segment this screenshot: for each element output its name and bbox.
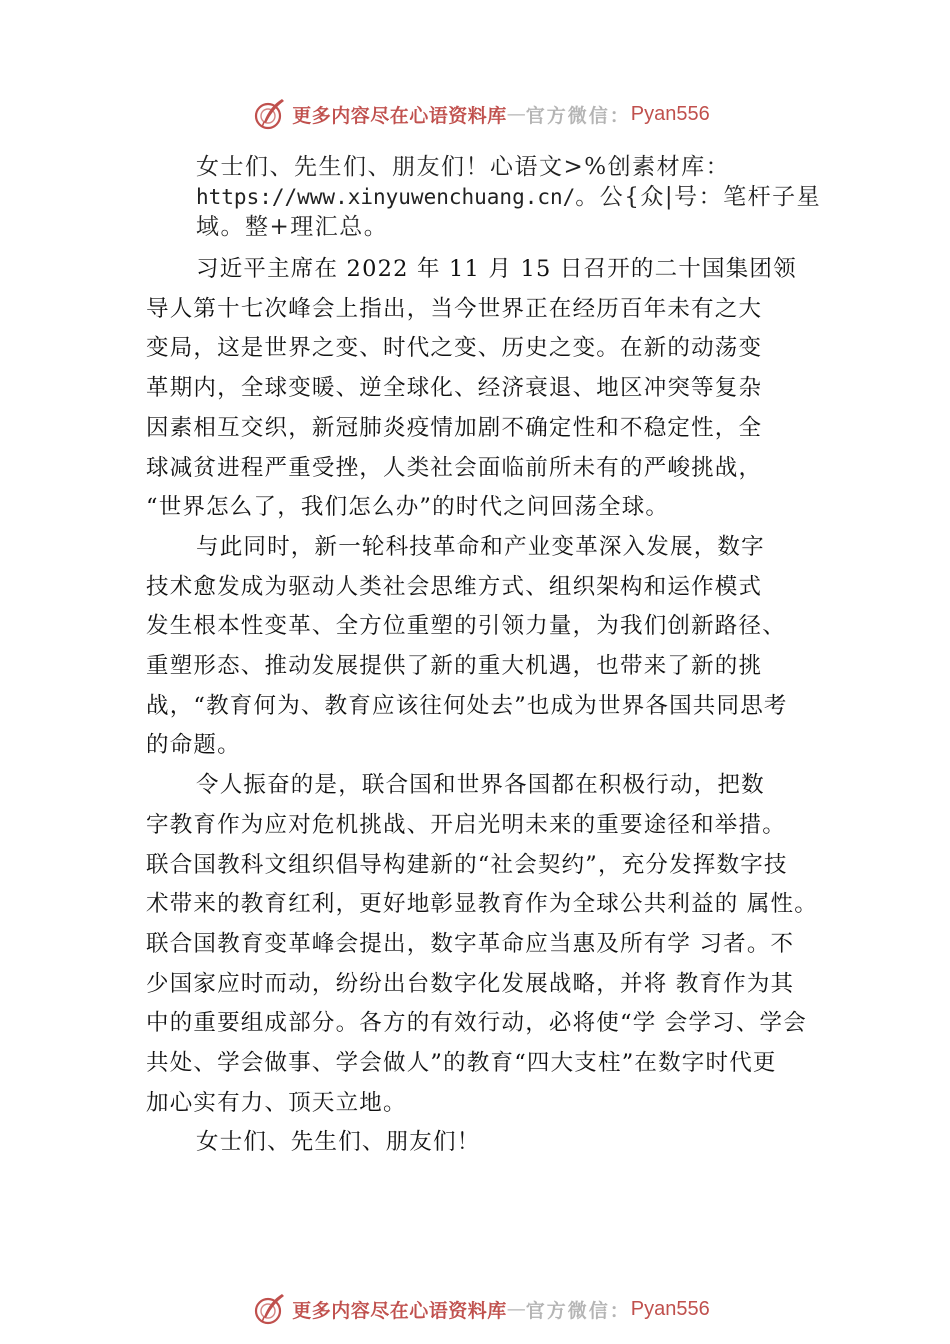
text-line: 令人振奋的是，联合国和世界各国都在积极行动，把数 <box>196 772 765 799</box>
banner-content <box>252 96 710 132</box>
text-line: 加心实有力、顶天立地。 <box>146 1089 407 1116</box>
banner-wechat-label: 官方微信： <box>525 104 631 127</box>
text-line: 术带来的教育红利，更好地彰显教育作为全球公共利益的 属性。 <box>146 891 818 918</box>
banner-separator: — <box>506 1298 526 1320</box>
paragraph-1 <box>146 250 846 528</box>
banner-title: 更多内容尽在心语资料库 <box>292 1299 507 1322</box>
text-line: 联合国教育变革峰会提出，数字革命应当惠及所有学 习者。不 <box>146 930 795 957</box>
text-line: 联合国教科文组织倡导构建新的“社会契约”，充分发挥数字技 <box>146 851 788 878</box>
document-body <box>146 250 846 1163</box>
text-line: 中的重要组成部分。各方的有效行动，必将使“学 会学习、学会 <box>146 1010 807 1037</box>
quill-logo-icon <box>252 1291 288 1327</box>
intro-block <box>196 152 846 242</box>
text-line: 少国家应时而动，纷纷出台数字化发展战略，并将 教育作为其 <box>146 970 795 997</box>
footer-banner <box>0 1289 950 1329</box>
text-line: 女士们、先生们、朋友们！ <box>196 1129 481 1156</box>
intro-line: 女士们、先生们、朋友们！心语文>%创素材库： <box>196 154 731 180</box>
quill-logo-icon <box>252 96 288 132</box>
text-line: “世界怎么了，我们怎么办”的时代之问回荡全球。 <box>146 494 670 521</box>
text-line: 变局，这是世界之变、时代之变、历史之变。在新的动荡变 <box>146 335 763 362</box>
banner-wechat-id: Pyan556 <box>630 102 710 125</box>
paragraph-2 <box>146 528 846 766</box>
banner-separator: — <box>506 103 526 125</box>
intro-url: https://www.xinyuwenchuang.cn/ <box>196 185 576 209</box>
text-line: 战，“教育何为、教育应该往何处去”也成为世界各国共同思考 <box>146 692 788 719</box>
banner-wechat-label: 官方微信： <box>525 1299 631 1322</box>
banner-content <box>252 1291 710 1327</box>
text-line: 因素相互交织，新冠肺炎疫情加剧不确定性和不稳定性，全 <box>146 414 763 441</box>
banner-wechat-id: Pyan556 <box>630 1297 710 1320</box>
text-line: 习近平主席在 2022 年 11 月 15 日召开的二十国集团领 <box>196 256 797 282</box>
text-line: 发生根本性变革、全方位重塑的引领力量，为我们创新路径、 <box>146 613 786 640</box>
intro-line-rest: 。公{众|号：笔杆子星 <box>575 184 822 210</box>
intro-line <box>196 182 846 212</box>
intro-line: 域。整+理汇总。 <box>196 214 389 240</box>
text-line: 的命题。 <box>146 732 241 759</box>
text-line: 革期内，全球变暖、逆全球化、经济衰退、地区冲突等复杂 <box>146 375 763 402</box>
paragraph-4 <box>146 1123 846 1163</box>
header-banner <box>0 94 950 134</box>
text-line: 与此同时，新一轮科技革命和产业变革深入发展，数字 <box>196 533 765 560</box>
banner-title: 更多内容尽在心语资料库 <box>292 104 507 127</box>
text-line: 共处、学会做事、学会做人”的教育“四大支柱”在数字时代更 <box>146 1050 777 1077</box>
paragraph-3 <box>146 766 846 1123</box>
text-line: 技术愈发成为驱动人类社会思维方式、组织架构和运作模式 <box>146 573 763 600</box>
text-line: 球减贫进程严重受挫，人类社会面临前所未有的严峻挑战， <box>146 454 763 481</box>
text-line: 导人第十七次峰会上指出，当今世界正在经历百年未有之大 <box>146 295 763 322</box>
text-line: 重塑形态、推动发展提供了新的重大机遇，也带来了新的挑 <box>146 653 763 680</box>
text-line: 字教育作为应对危机挑战、开启光明未来的重要途径和举措。 <box>146 811 786 838</box>
